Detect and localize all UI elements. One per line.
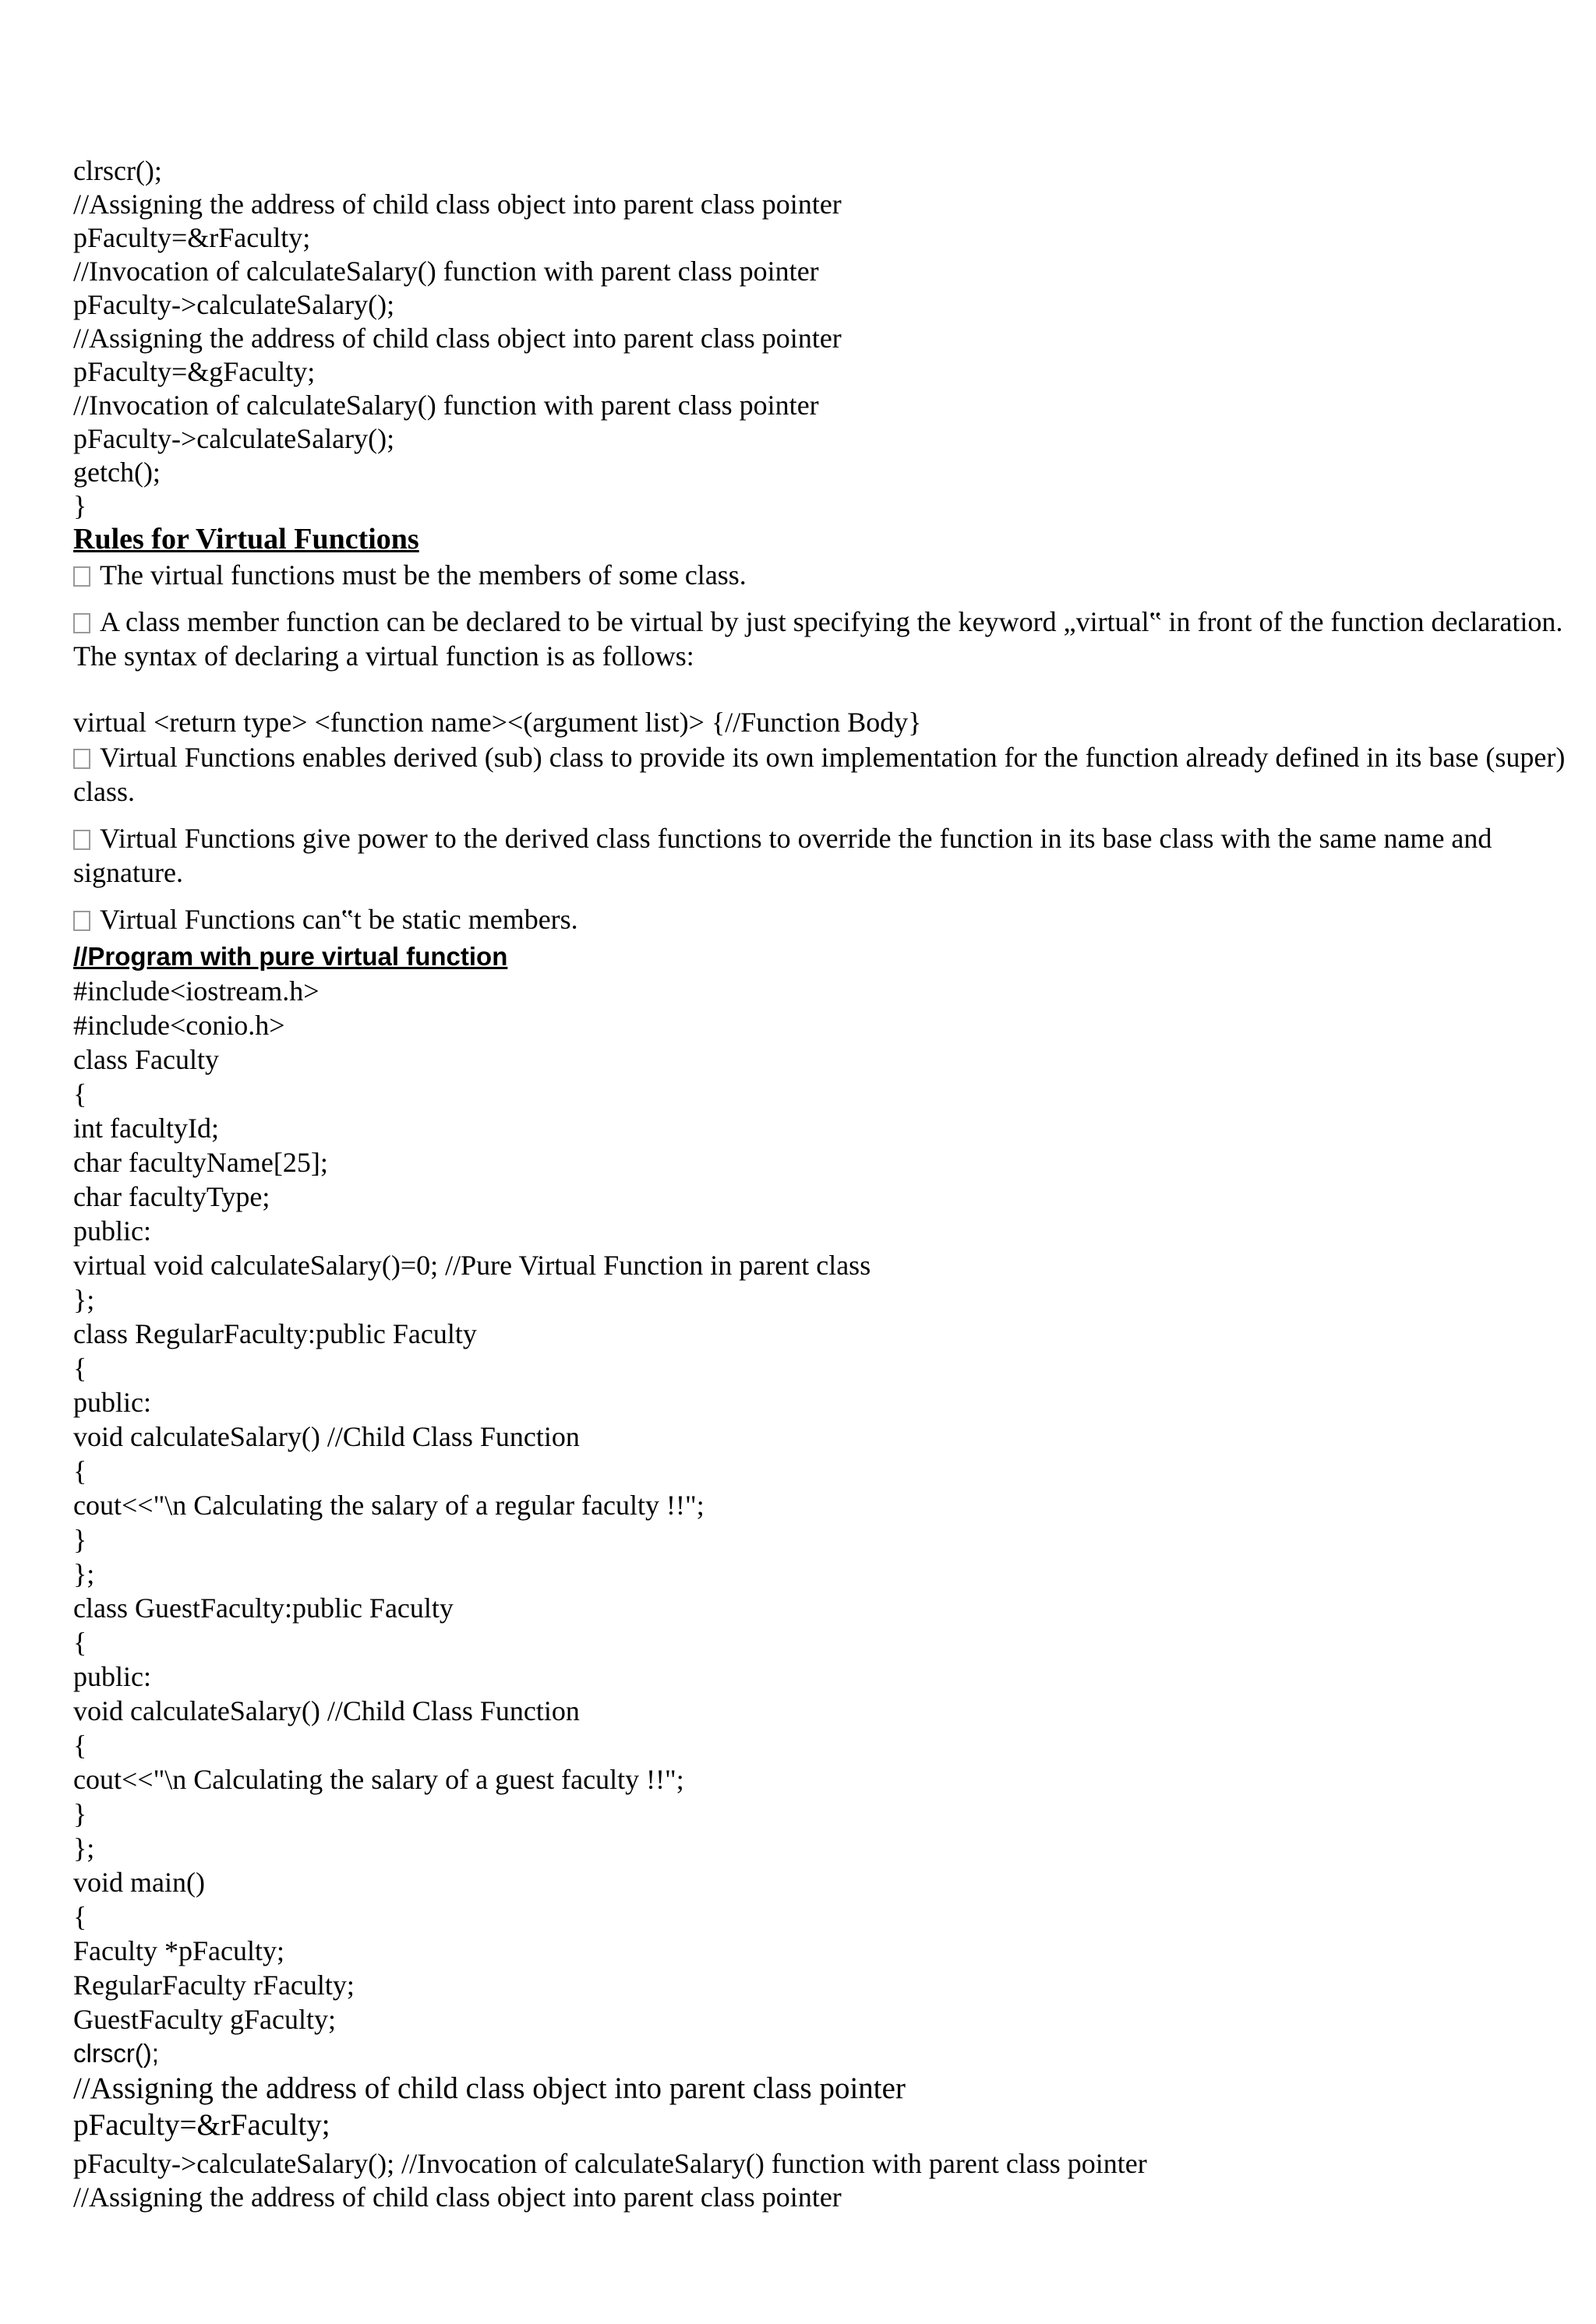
code-line: public:: [73, 1661, 151, 1692]
code-line: //Invocation of calculateSalary() function with parent class pointer: [73, 390, 819, 421]
code-line: pFaculty=&rFaculty;: [73, 222, 311, 253]
code-line: {: [73, 1078, 87, 1109]
code-line: #include<iostream.h>: [73, 975, 320, 1007]
code-line: pFaculty->calculateSalary(); //Invocation of calculateSalary() function with parent class pointer: [73, 2148, 1147, 2179]
rule-item: [73, 558, 1566, 592]
code-line: char facultyType;: [73, 1181, 270, 1212]
rule-item: [73, 902, 1566, 936]
bullet-icon: [73, 830, 90, 850]
code-line: {: [73, 1455, 87, 1486]
code-line: GuestFaculty gFaculty;: [73, 2004, 336, 2035]
rule-text: Virtual Functions can‟t be static members.: [100, 904, 578, 935]
rule-item: [73, 821, 1566, 890]
code-line: cout<<"\n Calculating the salary of a regular faculty !!";: [73, 1490, 704, 1521]
code-line: char facultyName[25];: [73, 1147, 328, 1178]
bullet-icon: [73, 911, 90, 931]
syntax-line: virtual <return type> <function name><(argument list)> {//Function Body}: [73, 707, 922, 738]
code-line: class RegularFaculty:public Faculty: [73, 1318, 477, 1349]
code-line: {: [73, 1901, 87, 1932]
code-line: class Faculty: [73, 1044, 219, 1075]
code-line: clrscr();: [73, 155, 162, 186]
bullet-icon: [73, 566, 90, 587]
code-line: pFaculty=&gFaculty;: [73, 356, 316, 387]
code-line: cout<<"\n Calculating the salary of a guest faculty !!";: [73, 1764, 684, 1795]
code-line: //Assigning the address of child class object into parent class pointer: [73, 2072, 906, 2105]
section-heading: Rules for Virtual Functions: [73, 523, 419, 555]
code-line: //Assigning the address of child class object into parent class pointer: [73, 323, 842, 354]
code-line: pFaculty->calculateSalary();: [73, 423, 395, 454]
code-line: class GuestFaculty:public Faculty: [73, 1592, 454, 1624]
rule-text: Virtual Functions enables derived (sub) class to provide its own implementation for the function already defined in its base (super) class.: [73, 742, 1566, 807]
code-line: //Assigning the address of child class object into parent class pointer: [73, 189, 842, 220]
code-line: public:: [73, 1215, 151, 1247]
code-line: void main(): [73, 1867, 205, 1898]
code-line: };: [73, 1558, 95, 1589]
code-line: //Assigning the address of child class object into parent class pointer: [73, 2181, 842, 2213]
code-line: Faculty *pFaculty;: [73, 1935, 284, 1966]
rule-text: A class member function can be declared to be virtual by just specifying the keyword „virtual‟ in front of the function declaration. The syntax of declaring a virtual function is as follows:: [73, 606, 1563, 672]
rule-item: [73, 740, 1566, 809]
code-line: };: [73, 1284, 95, 1315]
rule-item: [73, 605, 1566, 673]
rule-text: Virtual Functions give power to the derived class functions to override the function in its base class with the same name and signature.: [73, 823, 1492, 888]
code-line: }: [73, 490, 87, 521]
code-line: void calculateSalary() //Child Class Function: [73, 1695, 580, 1726]
code-line: #include<conio.h>: [73, 1010, 285, 1041]
bullet-icon: [73, 749, 90, 769]
code-line: };: [73, 1832, 95, 1864]
bullet-icon: [73, 613, 90, 633]
code-line: }: [73, 1798, 87, 1829]
code-line: clrscr();: [73, 2039, 159, 2068]
program-heading: //Program with pure virtual function: [73, 942, 508, 971]
code-line: {: [73, 1730, 87, 1761]
code-line: }: [73, 1524, 87, 1555]
code-line: {: [73, 1352, 87, 1384]
code-line: void calculateSalary() //Child Class Function: [73, 1421, 580, 1452]
code-line: {: [73, 1627, 87, 1658]
code-line: getch();: [73, 457, 161, 488]
rule-text: The virtual functions must be the members of some class.: [100, 559, 747, 591]
code-line: int facultyId;: [73, 1113, 219, 1144]
code-line: virtual void calculateSalary()=0; //Pure Virtual Function in parent class: [73, 1250, 871, 1281]
code-line: //Invocation of calculateSalary() function with parent class pointer: [73, 256, 819, 287]
code-line: RegularFaculty rFaculty;: [73, 1970, 355, 2001]
code-line: pFaculty->calculateSalary();: [73, 289, 395, 320]
code-line: pFaculty=&rFaculty;: [73, 2108, 330, 2142]
code-line: public:: [73, 1387, 151, 1418]
